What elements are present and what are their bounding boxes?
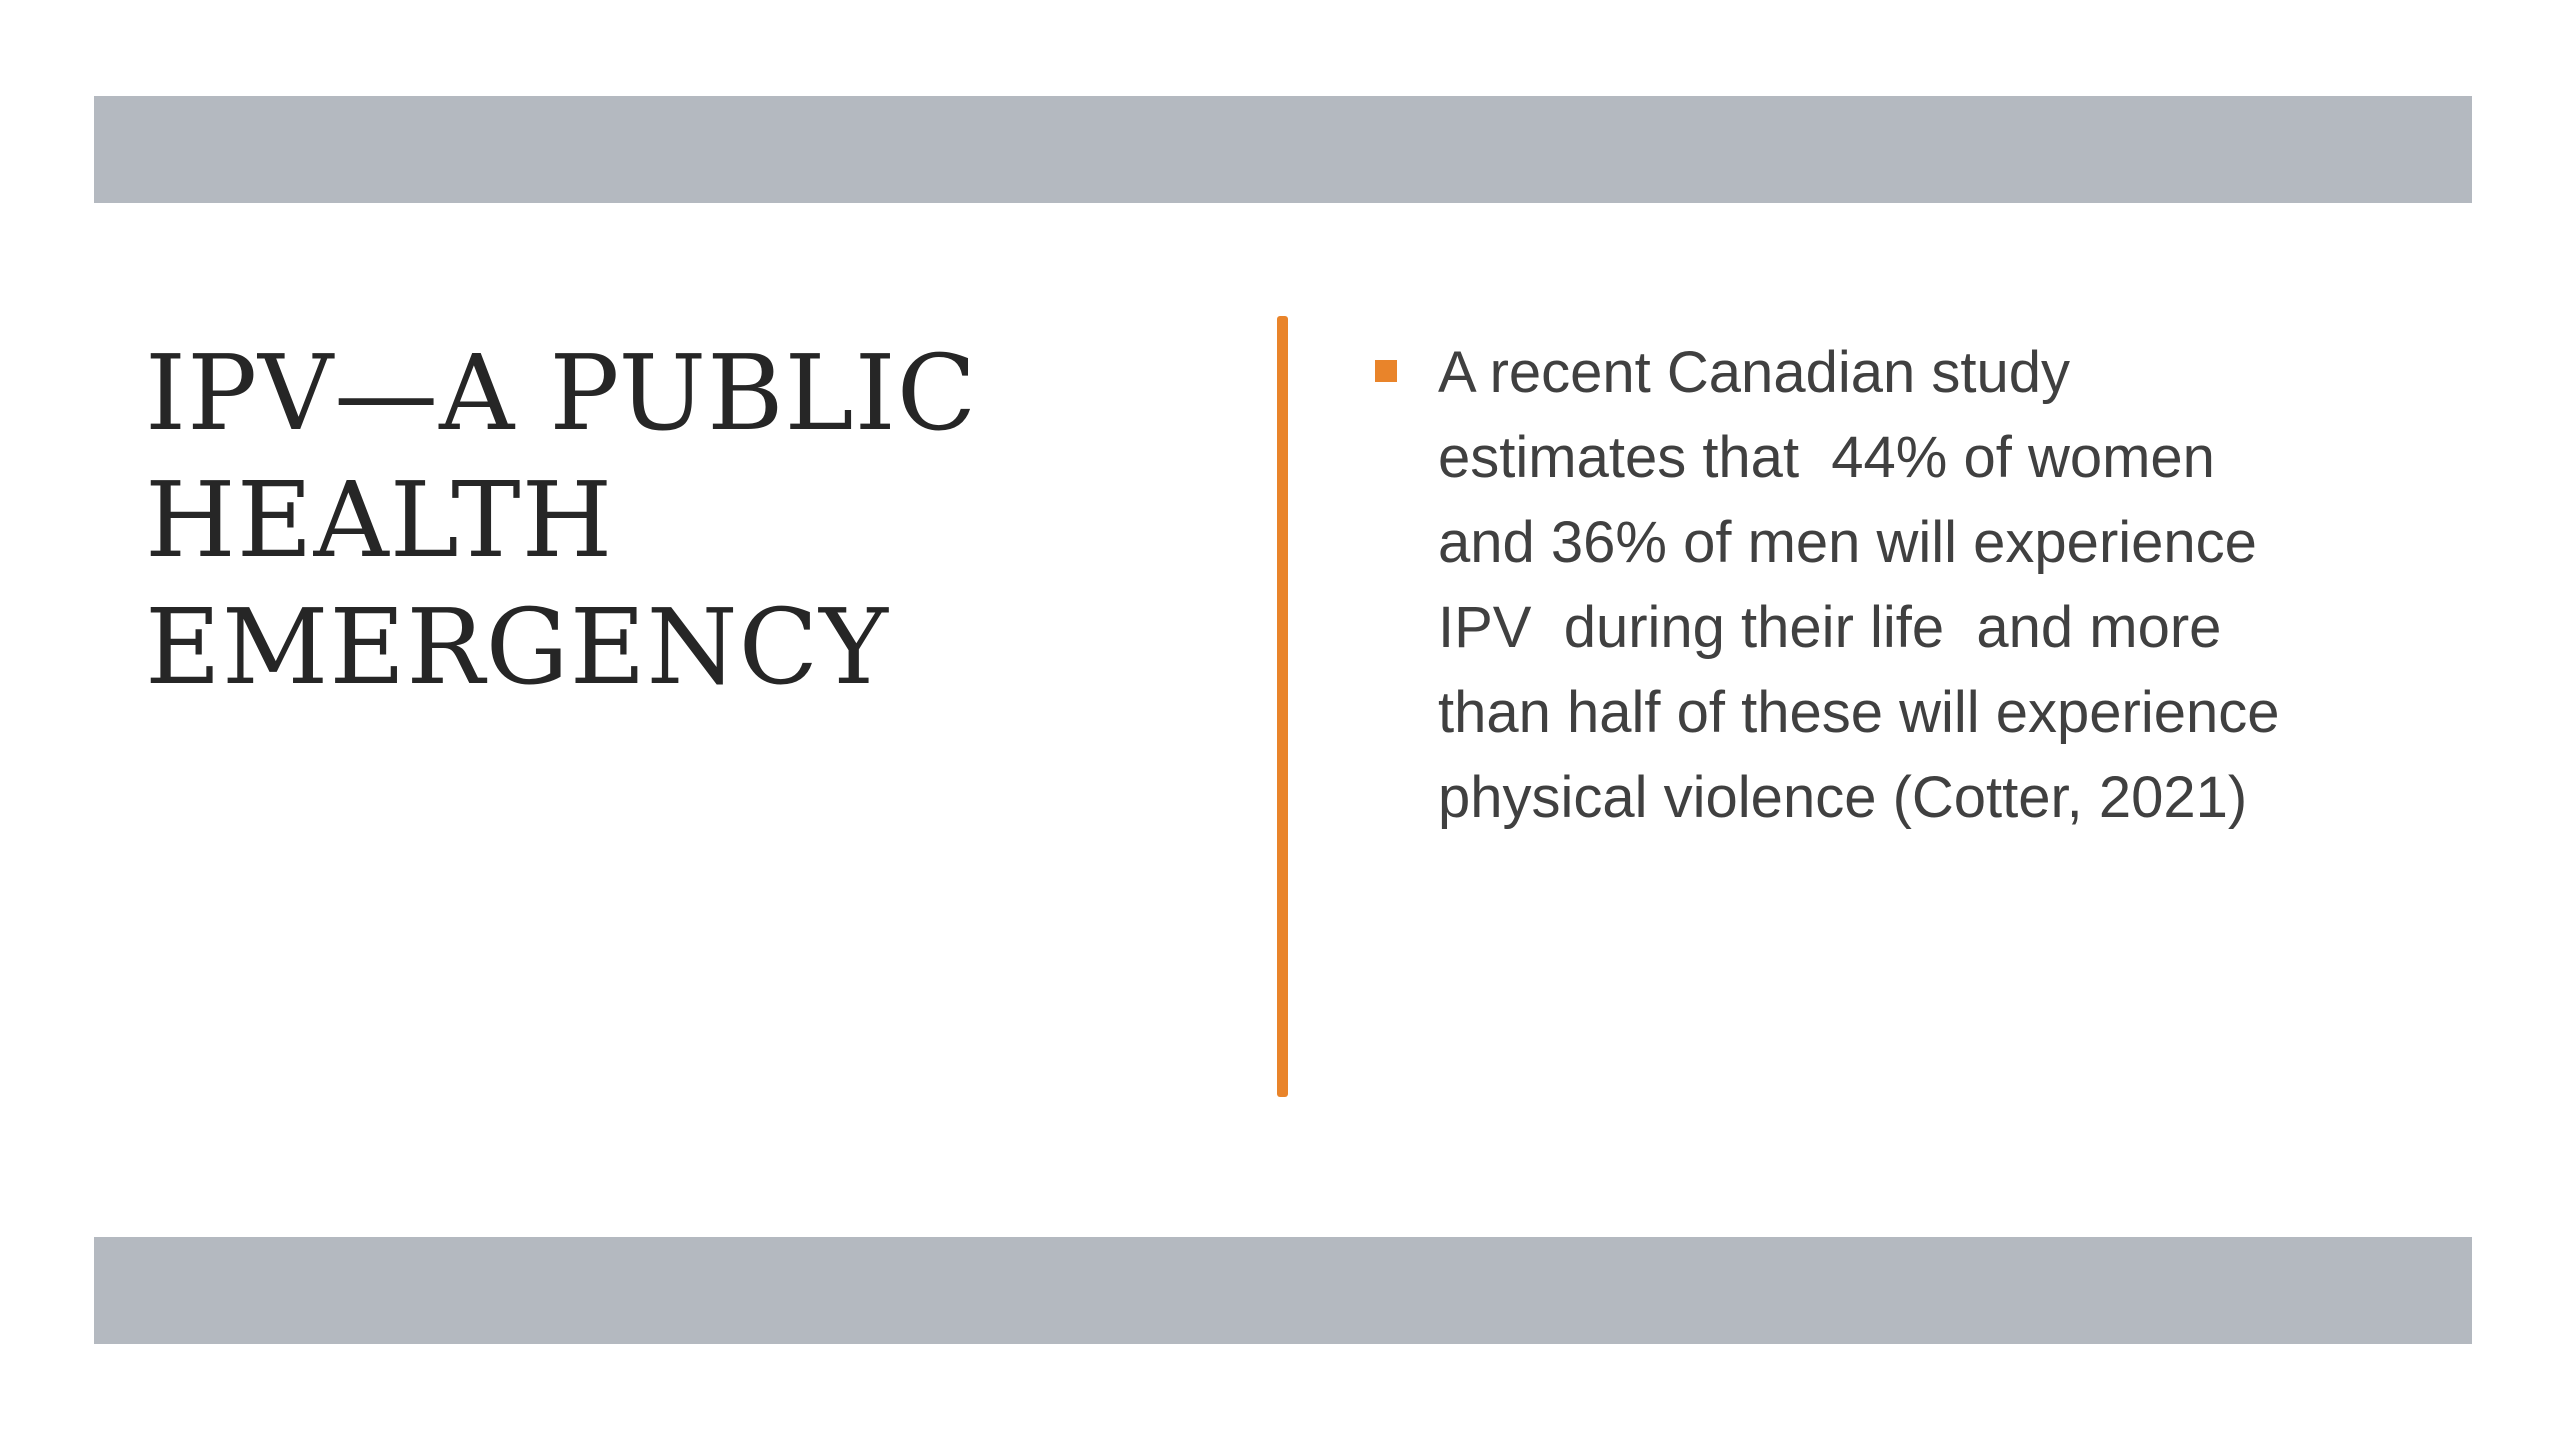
bullet-line: estimates that 44% of women (1438, 425, 2215, 490)
title-line: IPV—A PUBLIC (145, 332, 978, 454)
bullet-line: physical violence (Cotter, 2021) (1438, 765, 2248, 830)
bullet-line: IPV during their life and more (1438, 595, 2222, 660)
bullet-text (1438, 330, 2375, 840)
bullet-line: than half of these will experience (1438, 680, 2280, 745)
slide-title (145, 330, 1225, 711)
title-line: HEALTH (145, 459, 614, 581)
bullet-list (1375, 330, 2375, 840)
vertical-divider (1277, 316, 1288, 1097)
bullet-line: A recent Canadian study (1438, 340, 2070, 405)
top-band (94, 96, 2472, 203)
bottom-band (94, 1237, 2472, 1344)
square-bullet-icon (1375, 360, 1397, 382)
bullet-item (1375, 330, 2375, 840)
bullet-line: and 36% of men will experience (1438, 510, 2257, 575)
title-line: EMERGENCY (145, 586, 889, 708)
